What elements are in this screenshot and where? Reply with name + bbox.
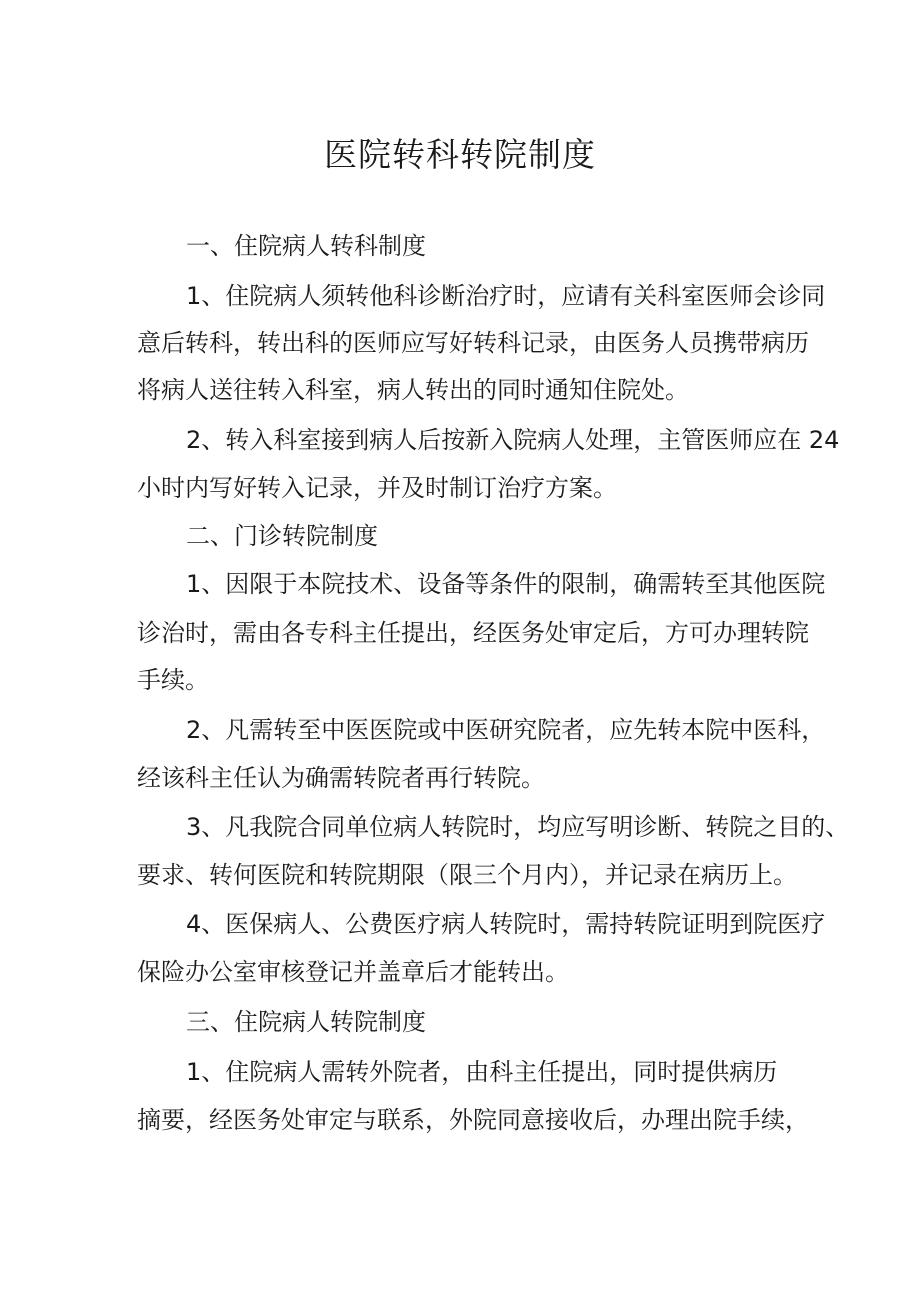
paragraph-line: 保险办公室审核登记并盖章后才能转出。 [137, 958, 569, 986]
paragraph-line: 3、凡我院合同单位病人转院时，均应写明诊断、转院之目的、 [186, 813, 850, 841]
page-title: 医院转科转院制度 [324, 135, 596, 174]
section-heading: 一、住院病人转科制度 [186, 232, 426, 260]
paragraph-line: 4、医保病人、公费医疗病人转院时，需持转院证明到院医疗 [186, 910, 826, 938]
paragraph-line: 2、转入科室接到病人后按新入院病人处理，主管医师应在 24 [186, 426, 840, 454]
section-heading: 二、门诊转院制度 [186, 522, 378, 550]
paragraph-line: 2、凡需转至中医医院或中医研究院者，应先转本院中医科， [186, 716, 826, 744]
paragraph-line: 手续。 [137, 666, 209, 694]
paragraph-line: 小时内写好转入记录，并及时制订治疗方案。 [137, 474, 617, 502]
paragraph-line: 将病人送往转入科室，病人转出的同时通知住院处。 [137, 376, 689, 404]
paragraph-line: 摘要，经医务处审定与联系，外院同意接收后，办理出院手续， [137, 1106, 809, 1134]
paragraph-line: 要求、转何医院和转院期限（限三个月内），并记录在病历上。 [137, 861, 797, 889]
paragraph-line: 1、住院病人需转外院者，由科主任提出，同时提供病历 [186, 1058, 778, 1086]
paragraph-line: 经该科主任认为确需转院者再行转院。 [137, 764, 545, 792]
paragraph-line: 1、因限于本院技术、设备等条件的限制，确需转至其他医院 [186, 570, 826, 598]
section-heading: 三、住院病人转院制度 [186, 1008, 426, 1036]
paragraph-line: 1、住院病人须转他科诊断治疗时，应请有关科室医师会诊同 [186, 282, 826, 310]
paragraph-line: 意后转科，转出科的医师应写好转科记录，由医务人员携带病历 [137, 329, 809, 357]
paragraph-line: 诊治时，需由各专科主任提出，经医务处审定后，方可办理转院 [137, 619, 809, 647]
